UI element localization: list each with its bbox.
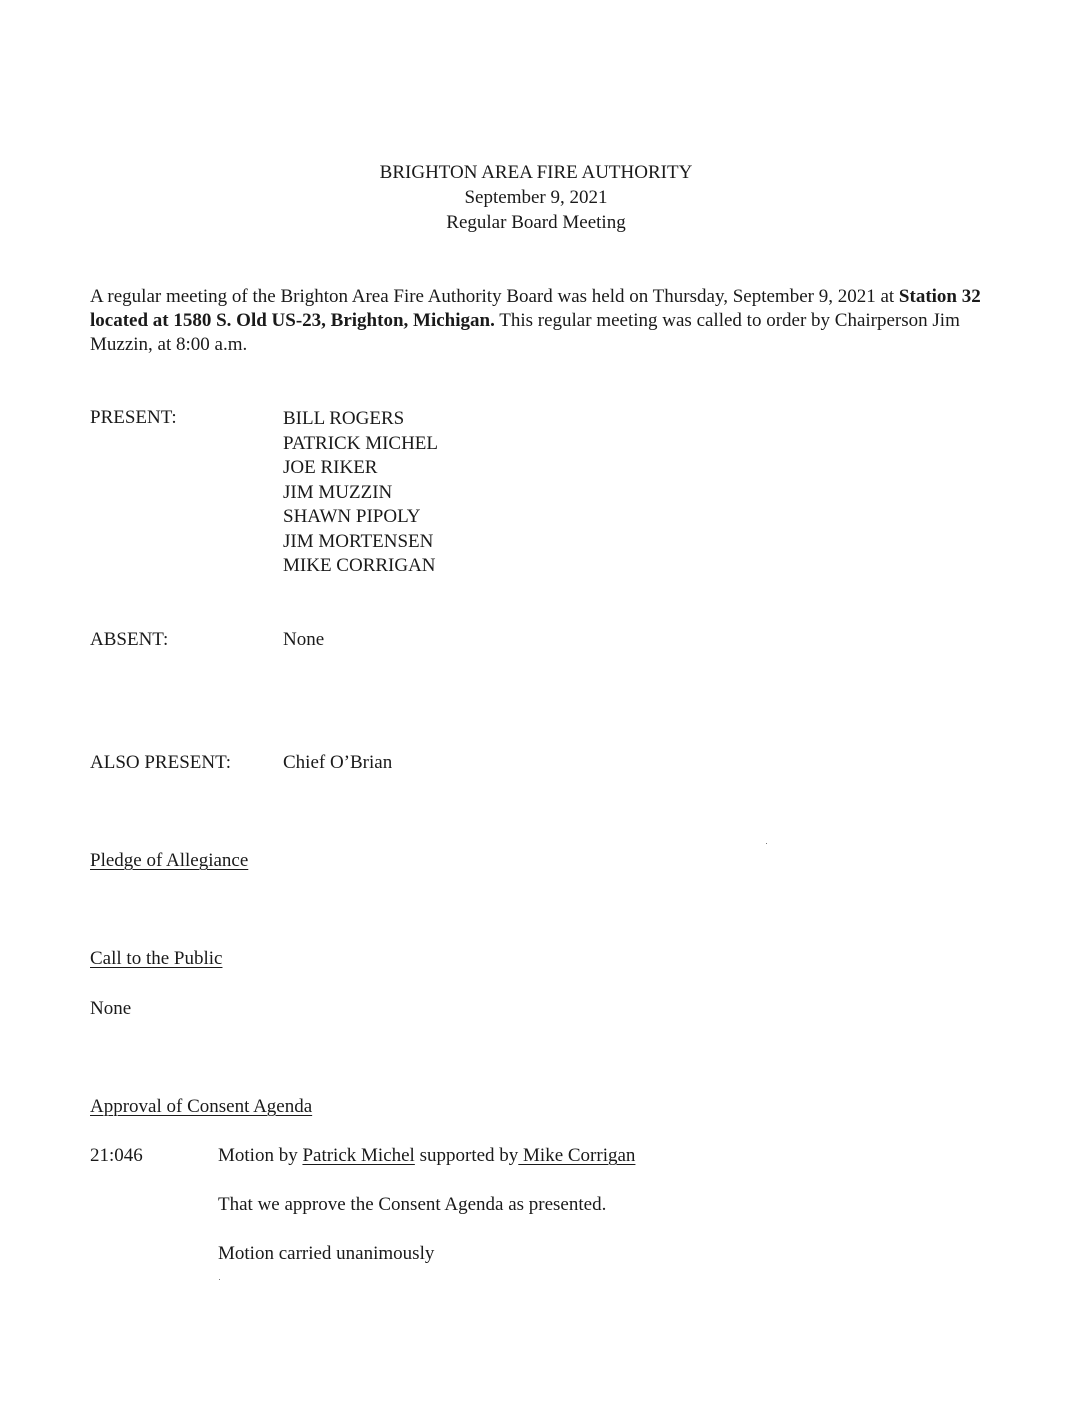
scan-speck	[766, 843, 767, 844]
intro-text-start: A regular meeting of the Brighton Area Fire Authority Board was held on Thursday, September 9, 2021 at	[90, 286, 899, 307]
meeting-location: Station 32 located at 1580 S. Old US-23, Brighton, Michigan.	[90, 286, 981, 331]
present-name: JIM MUZZIN	[283, 481, 393, 503]
motion-supporter: Mike Corrigan	[518, 1145, 636, 1166]
consent-agenda-heading: Approval of Consent Agenda	[90, 1096, 313, 1117]
motion-text: That we approve the Consent Agenda as presented.	[218, 1194, 607, 1215]
call-to-public-heading: Call to the Public	[90, 948, 223, 969]
intro-paragraph	[90, 285, 1000, 357]
present-list	[283, 407, 438, 579]
present-name: JOE RIKER	[283, 457, 378, 478]
present-name: JIM MORTENSEN	[283, 530, 434, 552]
organization-name: BRIGHTON AREA FIRE AUTHORITY	[379, 162, 693, 183]
meeting-date: September 9, 2021	[464, 187, 608, 208]
present-name: BILL ROGERS	[283, 408, 405, 429]
motion-result: Motion carried unanimously	[218, 1243, 435, 1264]
absent-label: ABSENT:	[90, 629, 169, 650]
call-to-public-body: None	[90, 998, 132, 1019]
scan-speck	[219, 1279, 220, 1280]
also-present-label: ALSO PRESENT:	[90, 752, 232, 773]
pledge-heading: Pledge of Allegiance	[90, 850, 249, 871]
meeting-type: Regular Board Meeting	[446, 212, 626, 233]
motion-line	[218, 1145, 635, 1167]
motion-mover: Patrick Michel	[302, 1145, 415, 1166]
present-name: PATRICK MICHEL	[283, 432, 439, 454]
intro-text-end: This regular meeting was called to order by Chairperson Jim Muzzin, at 8:00 a.m.	[90, 310, 960, 355]
motion-middle: supported by	[414, 1145, 519, 1166]
present-label: PRESENT:	[90, 407, 177, 428]
also-present-value: Chief O’Brian	[283, 752, 393, 773]
motion-number: 21:046	[90, 1145, 143, 1166]
present-name: SHAWN PIPOLY	[283, 506, 421, 527]
absent-value: None	[283, 629, 325, 650]
motion-prefix: Motion by	[218, 1145, 303, 1166]
present-name: MIKE CORRIGAN	[283, 555, 436, 576]
document-header	[0, 160, 1088, 235]
